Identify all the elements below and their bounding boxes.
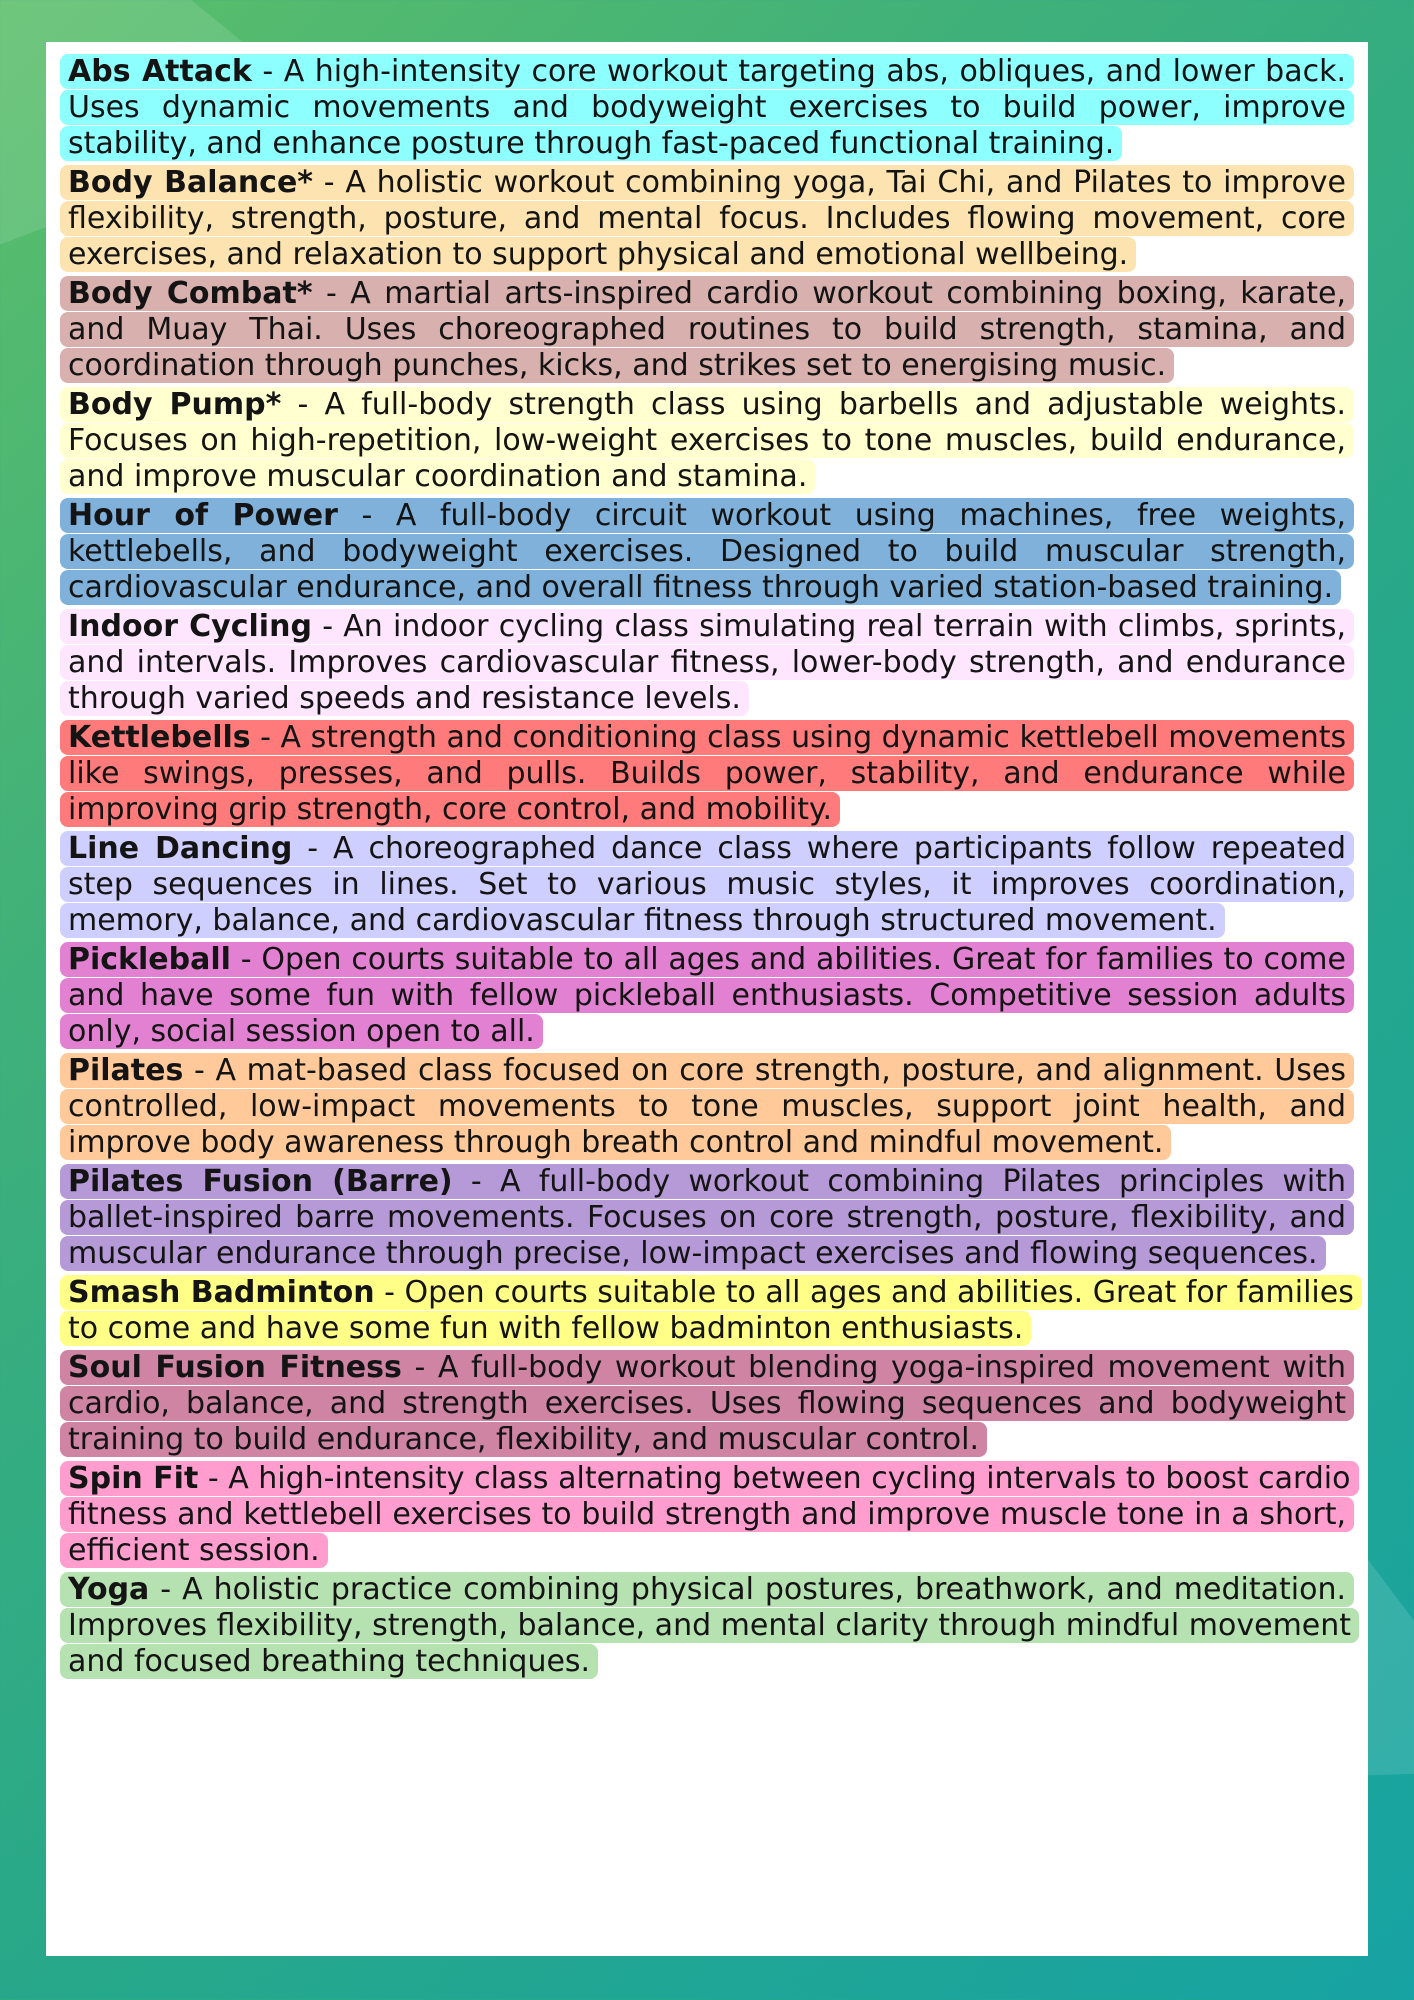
class-description: A holistic workout combining yoga, Tai Chi, and Pilates to improve flexibility, strength, posture, and mental focus. Includes flowing movement, core exercises, and relaxation to support physical and emotional wellbeing. xyxy=(68,165,1347,272)
class-entry xyxy=(60,498,1354,606)
class-highlight xyxy=(60,498,1354,605)
class-description: An indoor cycling class simulating real terrain with climbs, sprints, and intervals. Improves cardiovascular fitness, lower-body strength, and endurance through varied speeds and resistance levels. xyxy=(68,609,1346,716)
class-description: A high-intensity class alternating between cycling intervals to boost cardio fitness and kettlebell exercises to build strength and improve muscle tone in a short, efficient session. xyxy=(68,1461,1351,1568)
class-description: A full-body workout blending yoga-inspired movement with cardio, balance, and strength exercises. Uses flowing sequences and bodyweight training to build endurance, flexibility, and muscular control. xyxy=(68,1350,1347,1457)
class-highlight xyxy=(60,831,1354,938)
class-description: A mat-based class focused on core strength, posture, and alignment. Uses controlled, low-impact movements to tone muscles, support joint health, and improve body awareness through breath control and mindful movement. xyxy=(68,1053,1346,1160)
class-entry xyxy=(60,1461,1354,1569)
class-name: Indoor Cycling xyxy=(68,609,312,644)
class-entry xyxy=(60,942,1354,1050)
class-name: Body Pump* xyxy=(68,387,282,422)
class-name: Pilates xyxy=(68,1053,184,1088)
class-highlight xyxy=(60,276,1354,383)
class-entry xyxy=(60,720,1354,828)
class-separator: - xyxy=(312,276,351,311)
class-entry xyxy=(60,276,1354,384)
class-name: Abs Attack xyxy=(68,54,252,89)
class-separator: - xyxy=(149,1572,183,1607)
class-description: A strength and conditioning class using dynamic kettlebell movements like swings, presses, and pulls. Builds power, stability, and endurance while improving grip strength, core control, and mobility. xyxy=(68,720,1347,827)
class-entry xyxy=(60,831,1354,939)
class-description: A high-intensity core workout targeting abs, obliques, and lower back. Uses dynamic movements and bodyweight exercises to build power, improve stability, and enhance posture through fast-paced functional training. xyxy=(68,54,1347,161)
class-description: A full-body strength class using barbells and adjustable weights. Focuses on high-repetition, low-weight exercises to tone muscles, build endurance, and improve muscular coordination and stamina. xyxy=(68,387,1346,494)
class-name: Body Balance* xyxy=(68,165,313,200)
class-highlight xyxy=(60,1053,1354,1160)
class-name: Soul Fusion Fitness xyxy=(68,1350,402,1385)
class-highlight xyxy=(60,165,1354,272)
class-highlight xyxy=(60,609,1354,716)
class-separator: - xyxy=(281,387,325,422)
class-name: Body Combat* xyxy=(68,276,313,311)
class-separator: - xyxy=(183,1053,216,1088)
class-name: Yoga xyxy=(68,1572,150,1607)
class-entry xyxy=(60,1275,1354,1347)
class-separator: - xyxy=(311,609,344,644)
class-highlight xyxy=(60,942,1354,1049)
class-highlight xyxy=(60,1572,1359,1679)
class-highlight xyxy=(60,1461,1359,1568)
class-description: A full-body circuit workout using machines, free weights, kettlebells, and bodyweight exercises. Designed to build muscular strength, cardiovascular endurance, and overall fitness through varied station-based training. xyxy=(68,498,1346,605)
class-separator: - xyxy=(251,54,284,89)
class-highlight xyxy=(60,1350,1354,1457)
class-entry xyxy=(60,1053,1354,1161)
class-name: Pilates Fusion (Barre) xyxy=(68,1164,453,1199)
class-entry xyxy=(60,609,1354,717)
class-separator: - xyxy=(230,942,262,977)
class-description: Open courts suitable to all ages and abilities. Great for families to come and have some fun with fellow pickleball enthusiasts. Competitive session adults only, social session open to all. xyxy=(68,942,1346,1049)
class-name: Hour of Power xyxy=(68,498,338,533)
class-entry xyxy=(60,387,1354,495)
class-highlight xyxy=(60,54,1354,161)
class-entry xyxy=(60,54,1354,162)
class-separator: - xyxy=(250,720,281,755)
class-separator: - xyxy=(374,1275,405,1310)
class-entry xyxy=(60,1572,1354,1680)
class-description: A holistic practice combining physical postures, breathwork, and meditation. Improves flexibility, strength, balance, and mental clarity through mindful movement and focused breathing techniques. xyxy=(68,1572,1352,1679)
class-entry xyxy=(60,1350,1354,1458)
class-separator: - xyxy=(401,1350,438,1385)
class-highlight xyxy=(60,720,1354,827)
class-description: A full-body workout combining Pilates principles with ballet-inspired barre movements. Focuses on core strength, posture, flexibility, and muscular endurance through precise, low-impact exercises and flowing sequences. xyxy=(68,1164,1347,1271)
class-name: Spin Fit xyxy=(68,1461,199,1496)
class-highlight xyxy=(60,387,1354,494)
class-description: A martial arts-inspired cardio workout combining boxing, karate, and Muay Thai. Uses choreographed routines to build strength, stamina, and coordination through punches, kicks, and strikes set to energising music. xyxy=(68,276,1346,383)
class-highlight xyxy=(60,1164,1354,1271)
class-separator: - xyxy=(337,498,396,533)
class-entry xyxy=(60,1164,1354,1272)
class-name: Pickleball xyxy=(68,942,231,977)
class-separator: - xyxy=(313,165,346,200)
class-separator: - xyxy=(198,1461,229,1496)
class-name: Line Dancing xyxy=(68,831,293,866)
class-descriptions-panel xyxy=(46,42,1368,1956)
class-description: Open courts suitable to all ages and abilities. Great for families to come and have some fun with fellow badminton enthusiasts. xyxy=(68,1275,1354,1346)
class-entry xyxy=(60,165,1354,273)
class-separator: - xyxy=(292,831,334,866)
class-separator: - xyxy=(452,1164,501,1199)
class-name: Kettlebells xyxy=(68,720,251,755)
class-description: A choreographed dance class where participants follow repeated step sequences in lines. Set to various music styles, it improves coordination, memory, balance, and cardiovascular fitness through structured movement. xyxy=(68,831,1346,938)
class-name: Smash Badminton xyxy=(68,1275,375,1310)
class-highlight xyxy=(60,1275,1362,1346)
